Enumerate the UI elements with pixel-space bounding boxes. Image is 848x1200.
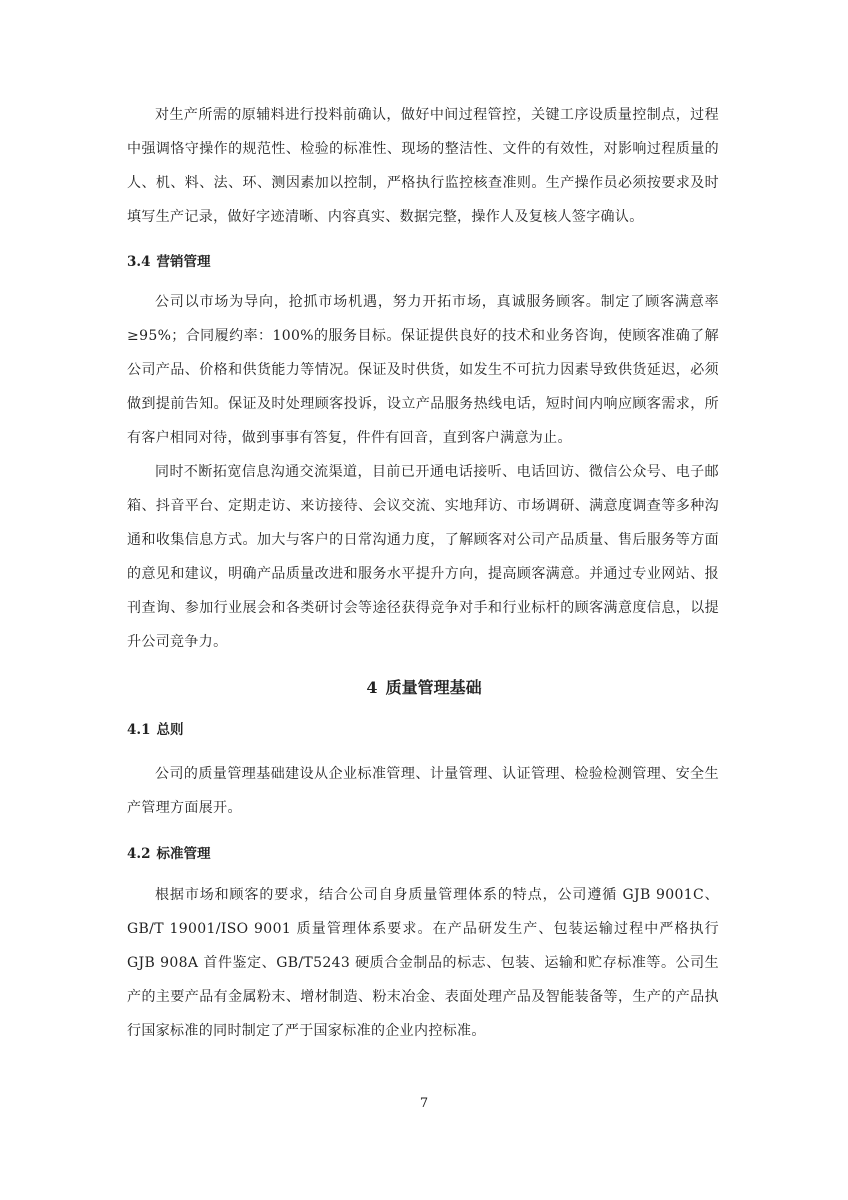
body-paragraph: 根据市场和顾客的要求，结合公司自身质量管理体系的特点，公司遵循 GJB 9001C、GB/T 19001/ISO 9001 质量管理体系要求。在产品研发生产、包装运输过程中严格执行 GJB 908A 首件鉴定、GB/T5243 硬质合金制品的标志、包装、运输和贮存标准等。公司生产的主要产品有金属粉末、增材制造、粉末冶金、表面处理产品及智能装备等，生产的产品执行国家标准的同时制定了严于国家标准的企业内控标准。	[127, 887, 719, 1039]
page-number: 7	[419, 1096, 429, 1111]
section-3-4-body	[127, 285, 719, 659]
body-paragraph: 对生产所需的原辅料进行投料前确认，做好中间过程管控，关键工序设质量控制点，过程中强调恪守操作的规范性、检验的标准性、现场的整洁性、文件的有效性，对影响过程质量的人、机、料、法、环、测因素加以控制，严格执行监控核查准则。生产操作员必须按要求及时填写生产记录，做好字迹清晰、内容真实、数据完整，操作人及复核人签字确认。	[127, 107, 719, 225]
section-title: 总则	[156, 722, 184, 738]
section-number: 4.1	[127, 722, 151, 738]
section-heading-4-1	[127, 720, 719, 740]
chapter-number: 4	[366, 678, 378, 697]
intro-paragraph-block	[127, 98, 719, 234]
body-paragraph: 公司的质量管理基础建设从企业标准管理、计量管理、认证管理、检验检测管理、安全生产管理方面展开。	[127, 766, 719, 816]
body-paragraph: 公司以市场为导向，抢抓市场机遇，努力开拓市场，真诚服务顾客。制定了顾客满意率≥95%；合同履约率：100%的服务目标。保证提供良好的技术和业务咨询，使顾客准确了解公司产品、价格和供货能力等情况。保证及时供货，如发生不可抗力因素导致供货延迟，必须做到提前告知。保证及时处理顾客投诉，设立产品服务热线电话，短时间内响应顾客需求，所有客户相同对待，做到事事有答复，件件有回音，直到客户满意为止。	[127, 294, 719, 446]
section-title: 营销管理	[156, 254, 211, 270]
body-paragraph: 同时不断拓宽信息沟通交流渠道，目前已开通电话接听、电话回访、微信公众号、电子邮箱、抖音平台、定期走访、来访接待、会议交流、实地拜访、市场调研、满意度调查等多种沟通和收集信息方式。加大与客户的日常沟通力度，了解顾客对公司产品质量、售后服务等方面的意见和建议，明确产品质量改进和服务水平提升方向，提高顾客满意。并通过专业网站、报刊查询、参加行业展会和各类研讨会等途径获得竞争对手和行业标杆的顾客满意度信息，以提升公司竞争力。	[127, 464, 719, 650]
section-4-1-body	[127, 757, 719, 825]
section-heading-4-2	[127, 844, 719, 864]
section-number: 3.4	[127, 254, 151, 270]
section-title: 标准管理	[156, 846, 211, 862]
chapter-heading-4	[0, 676, 848, 700]
section-heading-3-4	[127, 252, 719, 272]
section-number: 4.2	[127, 846, 151, 862]
section-4-2-body	[127, 878, 719, 1048]
chapter-title: 质量管理基础	[385, 678, 482, 697]
